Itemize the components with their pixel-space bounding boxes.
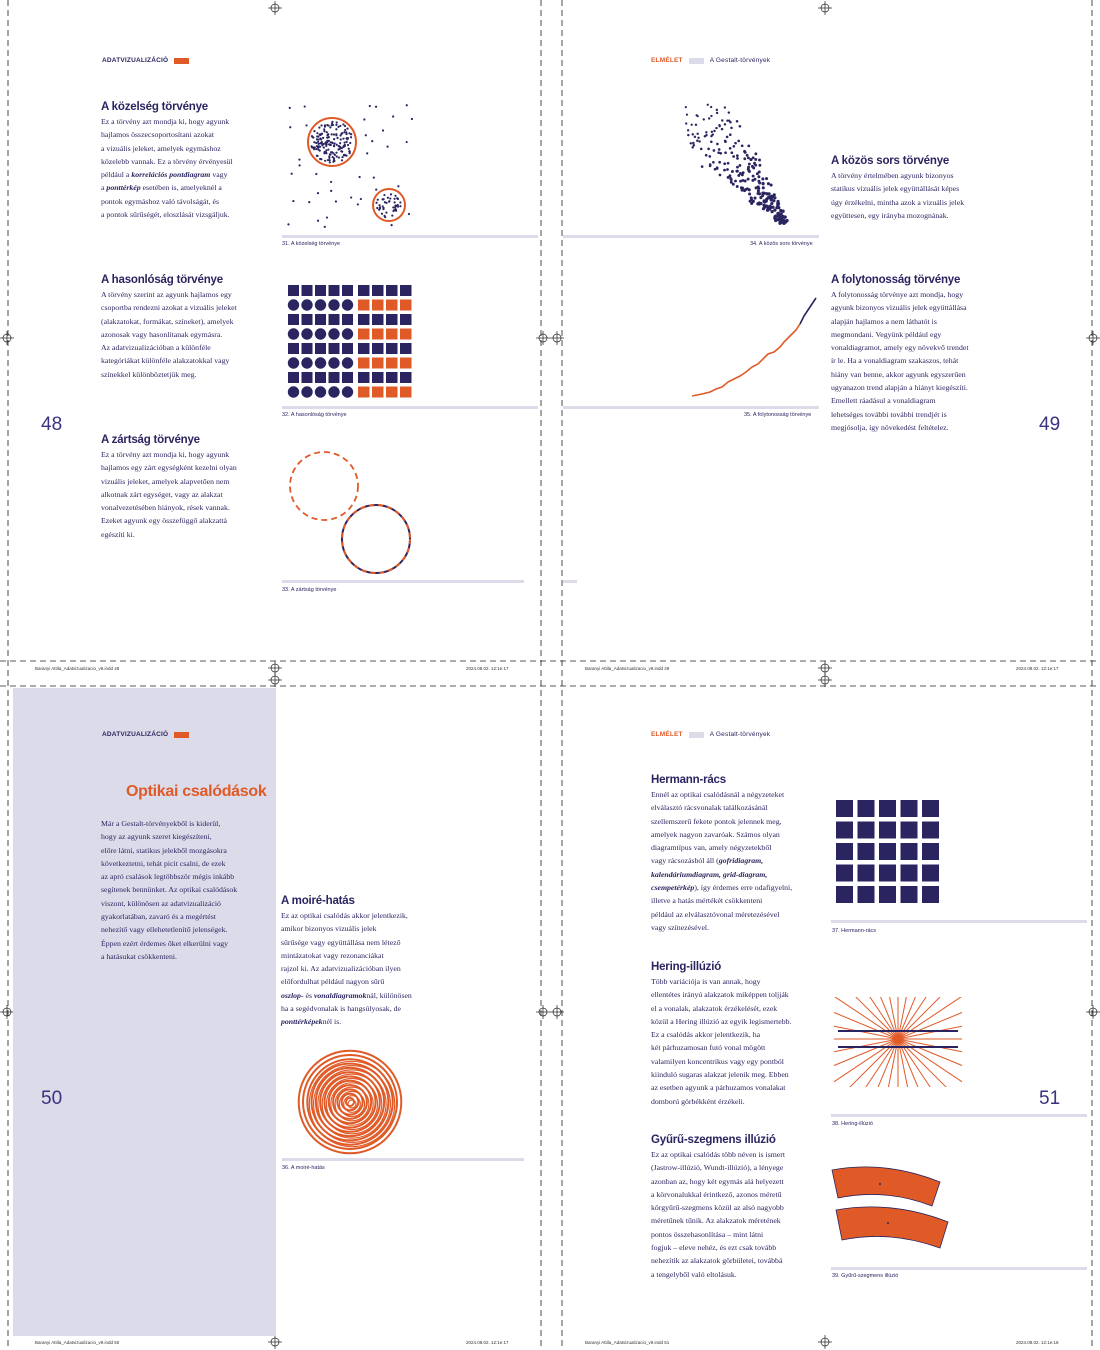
header-section: ELMÉLET — [651, 57, 683, 64]
figure-rule — [563, 235, 819, 238]
slug-right: 2024.08.02. 12:1e:17 — [1016, 666, 1059, 671]
header-chapter: A Gestalt-törvények — [709, 731, 771, 738]
section-title-similarity: A hasonlóság törvénye — [101, 274, 223, 286]
header-chapter: A Gestalt-törvények — [709, 57, 771, 64]
section-body-similarity: A törvény szerint az agyunk hajlamos egy csoportba rendezni azokat a vizuális jeleket (alakzatokat, formákat, színeket), amelyek azonosak vagy hasonlítanak egymásra. Az adatvizualizációban a különféle kategóriákat különféle alakzatokkal vagy színekkel különböztetjük meg. — [101, 290, 237, 379]
header-bar — [689, 58, 704, 64]
running-header — [651, 731, 770, 738]
slug-right: 2024.08.02. 12:1e:18 — [1016, 1340, 1059, 1345]
hermann-grid-figure — [836, 800, 946, 910]
chapter-title: Optikai csalódások — [126, 783, 267, 800]
figure-caption: 31. A közelség törvénye — [282, 241, 341, 247]
section-body-closure: Ez a törvény azt mondja ki, hogy agyunk hajlamos egy zárt egységként kezelni olyan vizuális jeleket, amelyek alapvetően nem alkotnak zárt egységet, vagy az alakzat vonalvezetésében hiányok, rések vannak. Ezeket agyunk egy összefüggő alakzattá egészíti ki. — [101, 450, 237, 539]
ring-segment-figure — [830, 1168, 960, 1258]
page-number: 49 — [1039, 414, 1061, 435]
page-number: 50 — [41, 1088, 63, 1109]
figure-caption: 37. Hermann-rács — [832, 928, 877, 934]
slug-left: Baranyi Attila_Adatvizualizacio_v9.indd 49 — [585, 666, 670, 671]
figure-rule — [282, 406, 538, 409]
header-label: ADATVIZUALIZÁCIÓ — [102, 57, 169, 64]
running-header — [102, 731, 189, 738]
section-title-hermann: Hermann-rács — [651, 774, 726, 786]
section-title-proximity: A közelség törvénye — [101, 101, 208, 113]
figure-rule — [563, 580, 577, 583]
section-body-ring-segment: Ez az optikai csalódás több néven is ismert (Jastrow-illúzió, Wundt-illúzió), a lényege azonban az, hogy két egymás alá helyezett a körvonalukkal érintkező, azonos méretű körgyűrű-szegmens közül az alsó nagyobb méretűnek tűnik. Az alakzatok méretének pontos összehasonlítása – mint látni fogjuk – eleve nehéz, és ezt csak tovább nehezítik az alakzatok görbületei, továbbá a tengelyből való eltolásuk. — [651, 1150, 786, 1279]
figure-rule — [563, 406, 819, 409]
figure-caption: 36. A moiré-hatás — [282, 1165, 325, 1171]
figure-rule — [831, 920, 1087, 923]
figure-caption: 33. A zártság törvénye — [282, 587, 337, 593]
section-body-common-fate: A törvény értelmében agyunk bizonyos statikus vizuális jelek együttállását képes úgy érzékelni, mintha azok a vizuális jelek együttesen, egy irányba mozognának. — [831, 171, 965, 220]
moire-figure — [296, 1050, 406, 1160]
figure-rule — [282, 1158, 524, 1161]
header-label: ADATVIZUALIZÁCIÓ — [102, 731, 169, 738]
section-body-proximity: Ez a törvény azt mondja ki, hogy agyunk hajlamos összecsoportosítani azokat a vizuális jeleket, amelyek egymáshoz közelebb vannak. Ez a törvény érvényesül például a korrelációs pontdiagram vagy a ponttérkép esetében is, amelyeknél a pontok egymáshoz való távolságát, és a pontok sűrűségét, eloszlását vizsgáljuk. — [101, 117, 233, 220]
section-title-moire: A moiré-hatás — [281, 895, 355, 907]
figure-rule — [831, 1267, 1087, 1270]
slug-left: Baranyi Attila_Adatvizualizacio_v9.indd 50 — [35, 1340, 120, 1345]
header-section: ELMÉLET — [651, 731, 683, 738]
section-body-hermann: Ennél az optikai csalódásnál a négyzeteket elválasztó rácsvonalak találkozásánál szellemszerű fekete pontok jelennek meg, amelyek nagyon zavaróak. Számos olyan diagramtípus van, amely négyzetekből vagy rácsozásból áll (gofridiagram, kalendáriumdiagram, grid-diagram, csempetérkép), így érdemes erre odafigyelni, illetve a hatás mértékét csökkenteni például az elválasztóvonal méretezésével vagy színezésével. — [651, 790, 793, 932]
figure-rule — [282, 580, 524, 583]
slug-left: Baranyi Attila_Adatvizualizacio_v9.indd 48 — [35, 666, 120, 671]
page-number: 48 — [41, 414, 63, 435]
similarity-figure — [288, 285, 418, 405]
section-body-hering: Több variációja is van annak, hogy ellentétes irányú alakzatok miképpen toljják el a vonalak, alakzatok érzékelését, ezek közül a Hering illúzió az egyik legismertebb. Ez a csalódás akkor jelentkezik, ha két párhuzamosan futó vonal mögött valamilyen koncentrikus vagy egy pontból kiinduló sugaras alakzat jelenik meg. Ebben az esetben agyunk a párhuzamos vonalakat domború görbékként érzékeli. — [651, 977, 792, 1106]
section-title-closure: A zártság törvénye — [101, 434, 200, 446]
figure-caption: 38. Hering-illúzió — [832, 1121, 873, 1127]
page-number: 51 — [1039, 1088, 1061, 1109]
continuity-figure — [688, 292, 818, 402]
hering-figure — [834, 997, 964, 1087]
figure-caption: 34. A közös sors törvénye — [750, 241, 813, 247]
figure-rule — [282, 235, 538, 238]
chapter-intro: Már a Gestalt-törvényekből is kiderül, hogy az agyunk szeret kiegészíteni, előre látni, statikus jelekből mozgásokra következtetni, tehát picit csalni, de ezek az apró csalások legtöbbször mégis inkább segítenek bennünket. Az optikai csalódások viszont, különösen az adatvizualizáció gyakorlatában, zavaró és a megértést nehezítő vagy ellehetetlenítő jelenségek. Éppen ezért érdemes őket elkerülni vagy a hatásukat csökkenteni. — [101, 819, 238, 961]
header-bar — [174, 732, 189, 738]
section-title-hering: Hering-illúzió — [651, 961, 722, 973]
figure-rule — [831, 1114, 1087, 1117]
section-body-moire: Ez az optikai csalódás akkor jelentkezik, amikor bizonyos vizuális jelek sűrűsége vagy együttállása nem létező mintázatokat vagy rezonanciákat rajzol ki. Az adatvizualizációban ilyen előfordulhat például nagyon sűrű oszlop- és vonaldiagramoknál, különösen ha a segédvonalak is hangsúlyosak, de ponttérképeknél is. — [281, 911, 412, 1027]
slug-right: 2024.08.02. 12:1e:17 — [466, 1340, 509, 1345]
common-fate-figure — [685, 103, 805, 233]
slug-left: Baranyi Attila_Adatvizualizacio_v9.indd 51 — [585, 1340, 670, 1345]
figure-caption: 35. A folytonosság törvénye — [744, 412, 812, 418]
section-title-ring-segment: Gyűrű-szegmens illúzió — [651, 1134, 776, 1146]
section-title-common-fate: A közös sors törvénye — [831, 155, 950, 167]
closure-figure — [288, 448, 418, 578]
figure-caption: 32. A hasonlóság törvénye — [282, 412, 347, 418]
header-bar — [689, 732, 704, 738]
section-title-continuity: A folytonosság törvénye — [831, 274, 961, 286]
section-body-continuity: A folytonosság törvénye azt mondja, hogy agyunk bizonyos vizuális jelek együttállása alapján hajlamos a nem láthatót is megmondani. Vegyünk például egy vonaldiagramot, amely egy növekvő trendet ír le. Ha a vonaldiagram szakaszos, tehát hiány van benne, akkor agyunk egyszerűen ugyanazon trend alapján a hiányt kiegészíti. Emellett ráadásul a vonaldiagram lehetséges további további trendjét is megjósolja, így növekedést feltételez. — [831, 290, 969, 432]
running-header — [651, 57, 770, 64]
slug-right: 2024.08.02. 12:1e:17 — [466, 666, 509, 671]
proximity-figure — [288, 105, 418, 230]
running-header — [102, 57, 189, 64]
header-bar — [174, 58, 189, 64]
figure-caption: 39. Gyűrű-szegmens illúzió — [832, 1273, 899, 1279]
